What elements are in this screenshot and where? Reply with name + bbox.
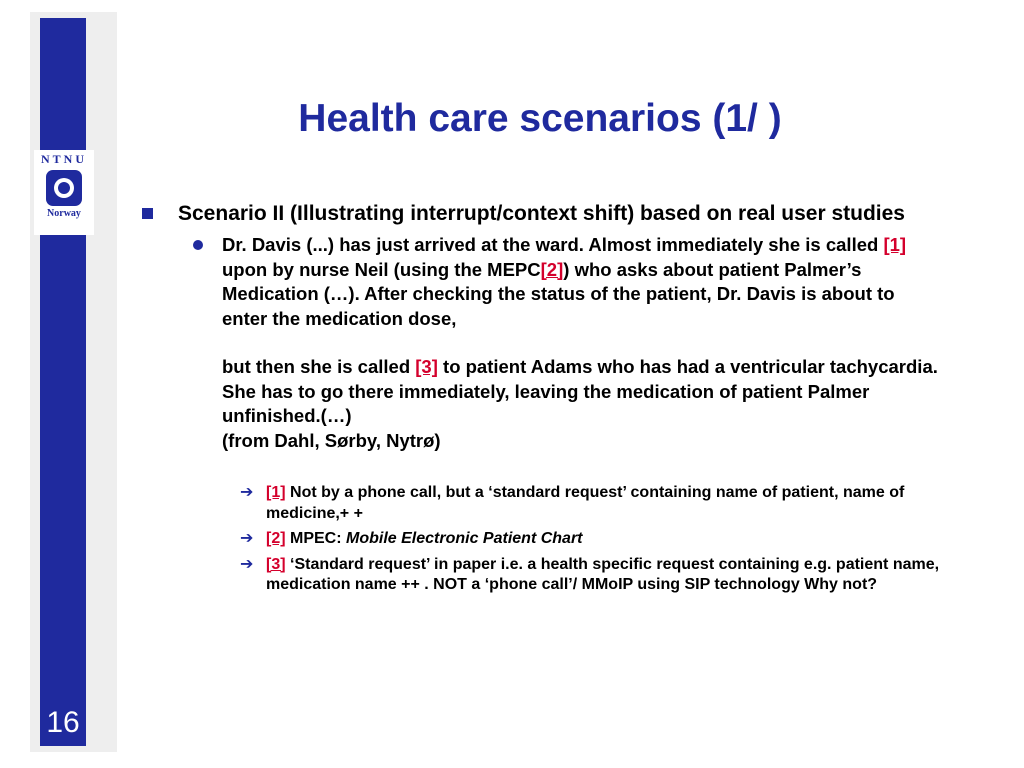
footnote-ref-3[interactable]: [3]	[266, 555, 286, 573]
bullet-level1	[140, 201, 940, 227]
square-bullet-icon	[142, 208, 153, 219]
slide-content	[140, 201, 940, 601]
logo-top-text: NTNU	[40, 152, 87, 166]
slide-title: Health care scenarios (1/ )	[298, 97, 782, 140]
footnote-label: MPEC:	[285, 530, 347, 547]
footnote-text: ‘Standard request’ in paper i.e. a health specific request containing e.g. patient name, medication name ++ . NOT a ‘phone call’/ MMoIP using SIP technology Why not?	[266, 555, 940, 593]
footnote-ref-2[interactable]: [2]	[266, 530, 286, 547]
scenario-paragraph-2: but then she is called [3] to patient Adams who has had a ventricular tachycardia. She has to go there immediately, leaving the medication of patient Palmer unfinished.(…) (from Dahl, Sørby, Nytrø)	[222, 356, 938, 451]
footnote-list	[236, 483, 940, 596]
logo-bottom-text: Norway	[47, 208, 81, 219]
scenario-paragraph-1: Dr. Davis (...) has just arrived at the ward. Almost immediately she is called [1] upon by nurse Neil (using the MEPC[2]) who asks about patient Palmer’s Medication (…). After checking the status of the patient, Dr. Davis is about to enter the medication dose,	[222, 234, 907, 329]
source-citation: (from Dahl, Sørby, Nytrø)	[222, 429, 441, 451]
ref-link-3[interactable]: [3]	[415, 356, 438, 377]
round-bullet-icon	[193, 240, 203, 250]
ref-link-2[interactable]: [2]	[540, 258, 564, 280]
footnote-text: Mobile Electronic Patient Chart	[346, 530, 583, 547]
arrow-right-icon: ➔	[240, 555, 254, 573]
ref-link-1[interactable]: [1]	[883, 234, 907, 255]
page-number: 16	[46, 706, 80, 739]
footnote-item	[236, 529, 940, 550]
arrow-right-icon: ➔	[240, 484, 254, 501]
ntnu-logo	[34, 150, 94, 235]
footnote-ref-1[interactable]: [1]	[266, 484, 286, 501]
footnote-text: Not by a phone call, but a ‘standard request’ containing name of patient, name of medicine,+ +	[266, 484, 905, 522]
footnote-item	[236, 555, 940, 596]
footnote-item	[236, 483, 940, 524]
bullet-level2	[178, 233, 940, 453]
arrow-right-icon: ➔	[240, 530, 254, 547]
bullet-level1-text: Scenario II (Illustrating interrupt/context shift) based on real user studies	[178, 202, 905, 225]
ntnu-emblem-icon	[46, 170, 82, 206]
sidebar-strip	[40, 18, 86, 746]
